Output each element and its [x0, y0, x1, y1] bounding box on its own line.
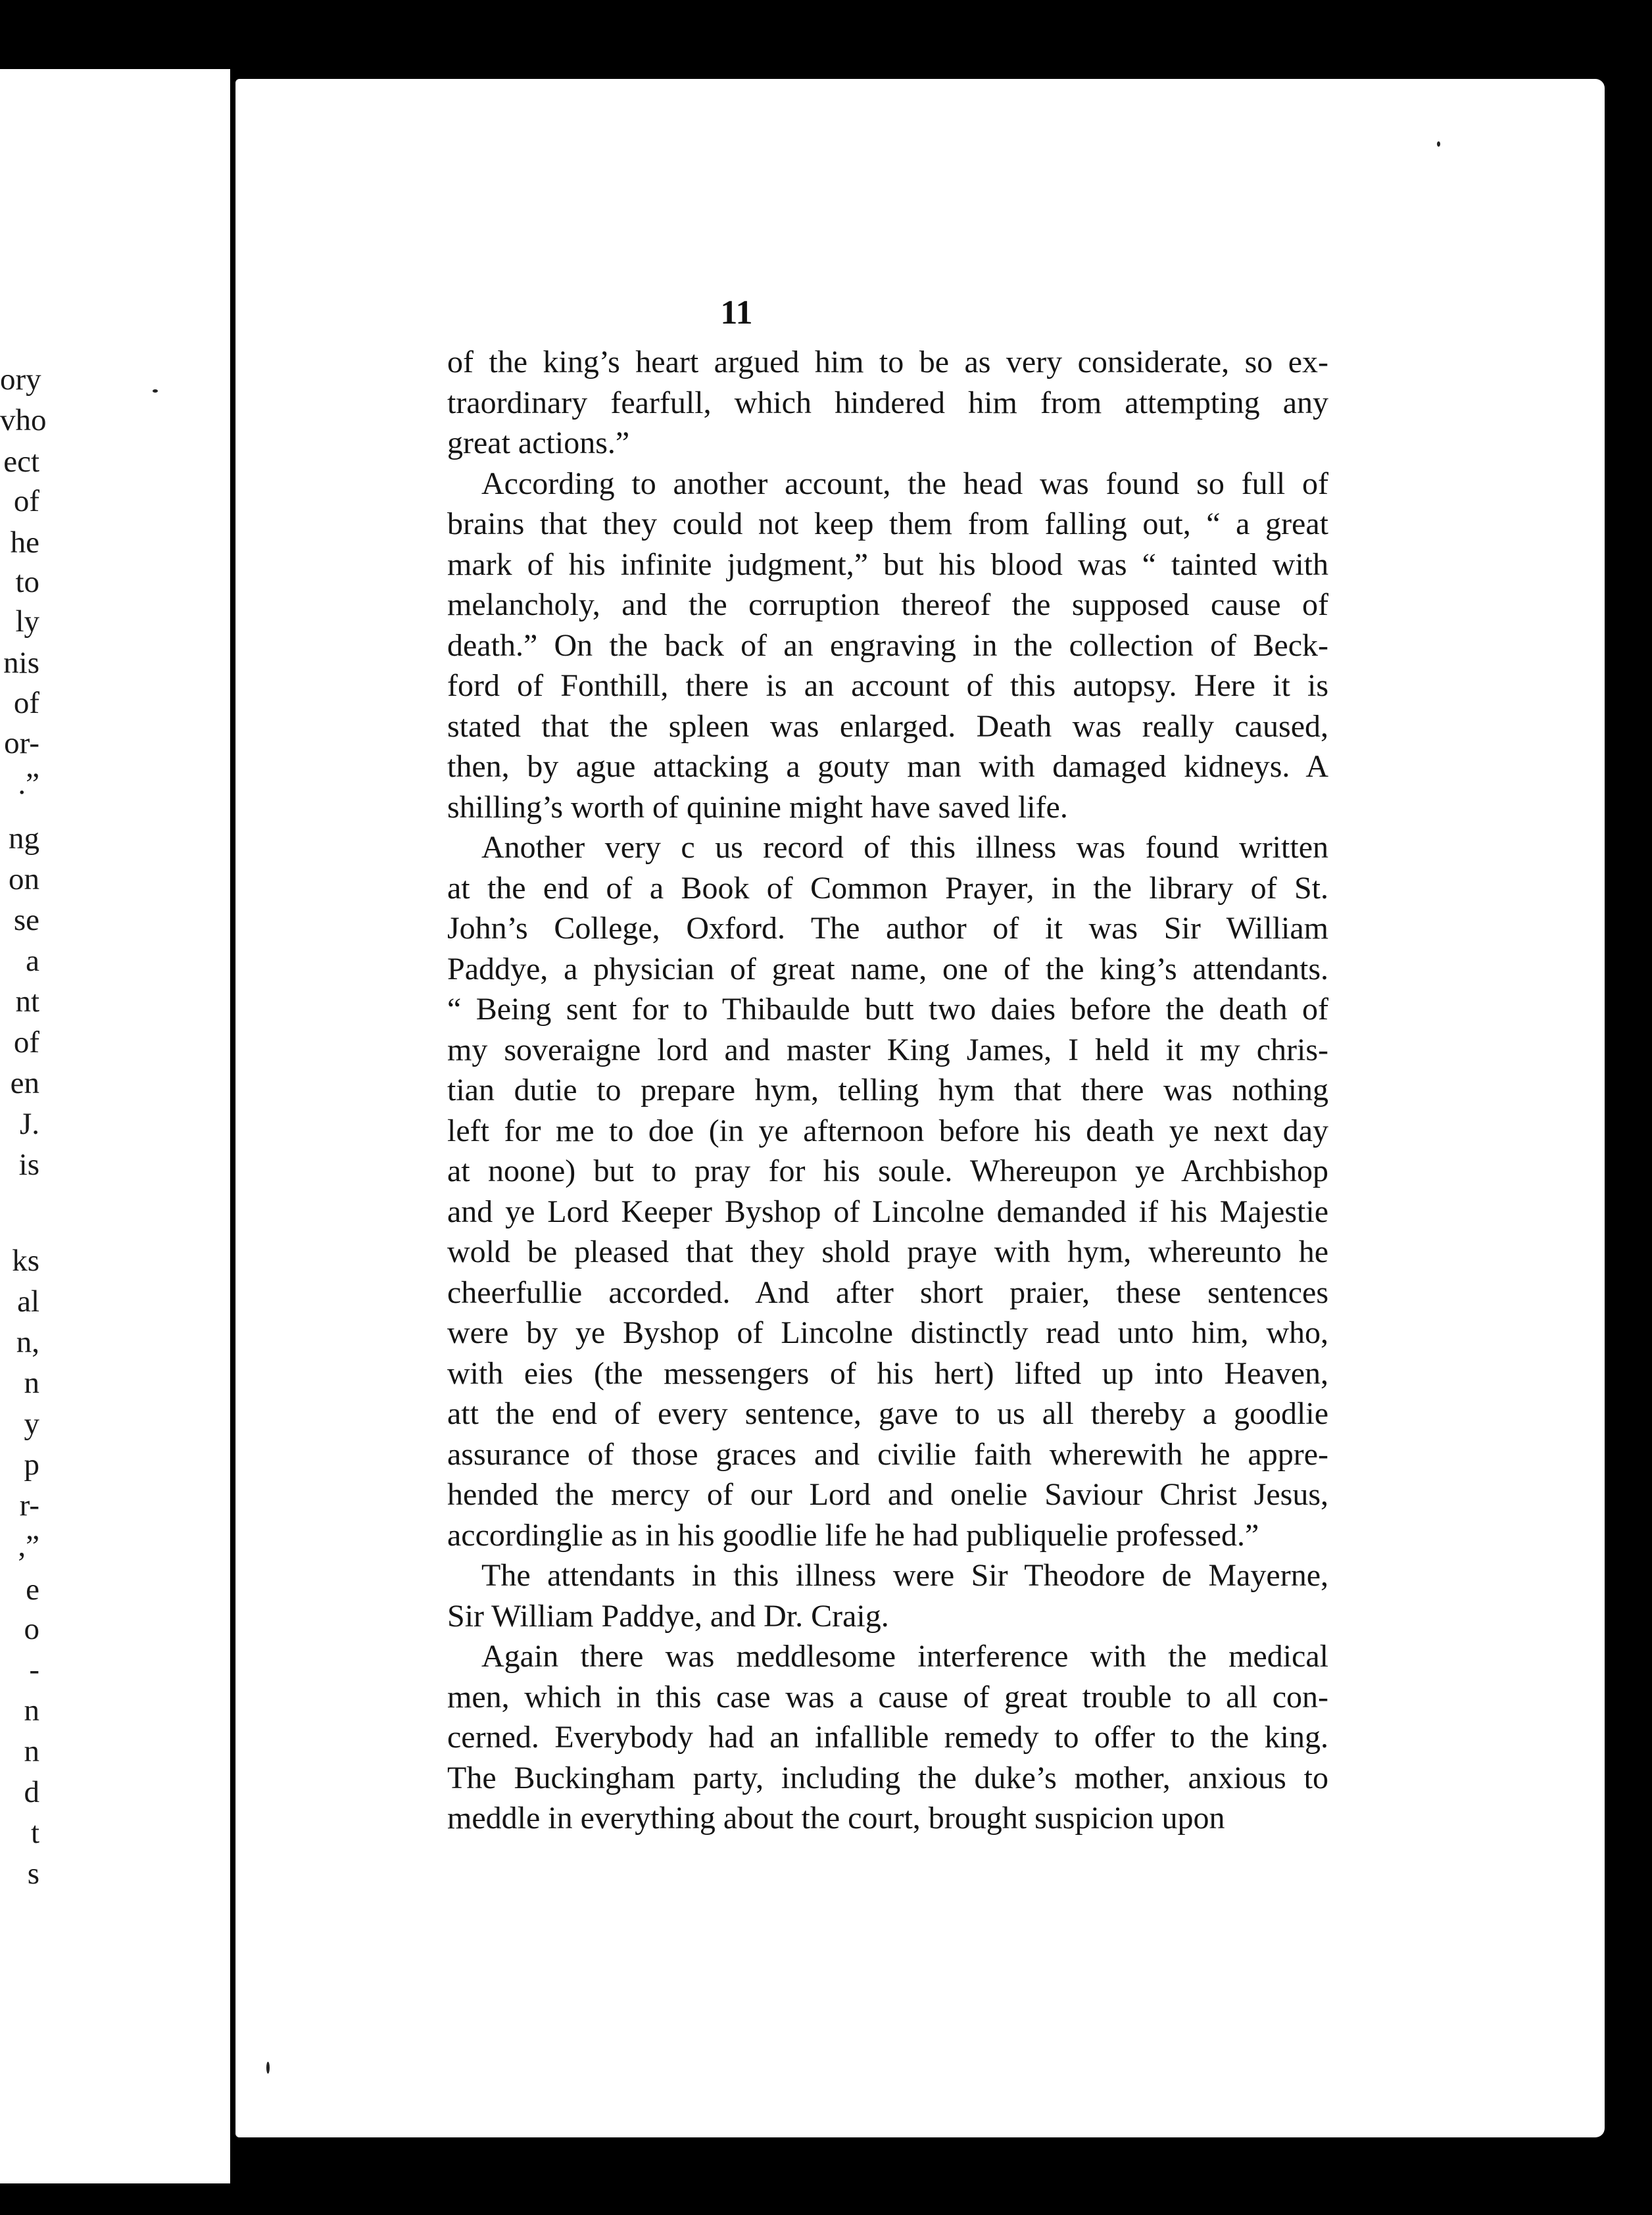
scan-speck	[153, 389, 158, 393]
text-line: “ Being sent for to Thibaulde butt two daies before the death of	[447, 992, 1328, 1027]
left-page-fragment: d	[24, 1775, 39, 1809]
left-page-fragment: o	[24, 1612, 39, 1646]
left-page-fragment: or-	[4, 726, 39, 760]
left-page-fragment: to	[15, 565, 39, 599]
left-page-fragment: a	[26, 944, 39, 978]
right-page	[235, 79, 1605, 2137]
page-number: 11	[720, 294, 753, 331]
left-page-fragment: vho	[0, 403, 47, 437]
left-page-fragment: of	[13, 1025, 39, 1059]
left-page-fragment: ks	[12, 1244, 39, 1278]
text-line: and ye Lord Keeper Byshop of Lincolne demanded if his Majestie	[447, 1194, 1328, 1229]
left-facing-page	[0, 69, 230, 2183]
left-page-fragment: ly	[15, 604, 39, 639]
left-page-fragment: e	[26, 1572, 39, 1607]
left-page-fragment: -	[29, 1653, 39, 1687]
text-line: mark of his infinite judgment,” but his blood was “ tainted with	[447, 547, 1328, 582]
left-page-fragment: n,	[16, 1325, 39, 1359]
text-line: Paddye, a physician of great name, one of the king’s attendants.	[447, 951, 1328, 986]
left-page-fragment: ory	[0, 362, 41, 397]
text-line: ford of Fonthill, there is an account of this autopsy. Here it is	[447, 668, 1328, 703]
left-page-fragment: J.	[19, 1107, 39, 1141]
body-text	[447, 342, 1328, 1839]
text-line: with eies (the messengers of his hert) lifted up into Heaven,	[447, 1355, 1328, 1391]
text-line: shilling’s worth of quinine might have saved life.	[447, 789, 1068, 825]
left-page-fragment: of	[13, 484, 39, 518]
text-line: hended the mercy of our Lord and onelie Saviour Christ Jesus,	[447, 1477, 1328, 1512]
text-line: Another very c us record of this illness was found written	[481, 830, 1328, 865]
text-line: tian dutie to prepare hym, telling hym that there was nothing	[447, 1073, 1328, 1108]
left-page-fragment: nis	[3, 646, 39, 680]
text-line: left for me to doe (in ye afternoon before his death ye next day	[447, 1113, 1328, 1148]
text-line: Again there was meddlesome interference with the medical	[481, 1639, 1328, 1674]
left-page-fragment: n	[24, 1693, 39, 1728]
left-page-fragment: he	[10, 525, 39, 560]
text-line: The attendants in this illness were Sir Theodore de Mayerne,	[481, 1558, 1328, 1593]
text-line: Sir William Paddye, and Dr. Craig.	[447, 1598, 889, 1634]
text-line: melancholy, and the corruption thereof the supposed cause of	[447, 587, 1328, 622]
left-page-fragment: p	[24, 1448, 39, 1482]
text-line: then, by ague attacking a gouty man with damaged kidneys. A	[447, 749, 1328, 784]
text-line: meddle in everything about the court, brought suspicion upon	[447, 1801, 1225, 1836]
left-page-fragment: al	[17, 1284, 39, 1319]
left-page-fragment: n	[24, 1366, 39, 1400]
left-page-fragment: se	[13, 903, 39, 937]
scan-speck	[266, 2062, 270, 2074]
left-page-fragment: ,”	[18, 1529, 39, 1563]
text-line: of the king’s heart argued him to be as very considerate, so ex-	[447, 345, 1328, 379]
paragraph	[447, 464, 1328, 828]
left-page-fragment: s	[27, 1857, 39, 1891]
left-page-fragment: .”	[18, 767, 39, 801]
left-page-fragment: of	[13, 686, 39, 720]
text-line: brains that they could not keep them from falling out, “ a great	[447, 506, 1328, 541]
text-line: cerned. Everybody had an infallible remedy to offer to the king.	[447, 1720, 1328, 1755]
text-line: assurance of those graces and civilie faith wherewith he appre-	[447, 1436, 1328, 1472]
text-line: my soveraigne lord and master King James, I held it my chris-	[447, 1032, 1328, 1067]
text-line: men, which in this case was a cause of great trouble to all con-	[447, 1679, 1328, 1715]
text-line: wold be pleased that they shold praye with hym, whereunto he	[447, 1234, 1328, 1269]
paragraph	[447, 1636, 1328, 1839]
text-line: great actions.”	[447, 426, 630, 460]
paragraph	[447, 342, 1328, 464]
text-line: traordinary fearfull, which hindered him from attempting any	[447, 385, 1328, 420]
left-page-fragment: nt	[15, 985, 39, 1019]
left-page-fragment: is	[18, 1148, 39, 1182]
text-line: accordinglie as in his goodlie life he had publiquelie professed.”	[447, 1517, 1259, 1553]
left-page-fragment: y	[24, 1407, 39, 1441]
left-page-fragment: ng	[9, 821, 39, 856]
text-line: were by ye Byshop of Lincolne distinctly read unto him, who,	[447, 1315, 1328, 1350]
left-page-fragment: n	[24, 1734, 39, 1768]
text-line: According to another account, the head was found so full of	[481, 466, 1328, 501]
text-line: John’s College, Oxford. The author of it was Sir William	[447, 911, 1328, 946]
left-page-fragment: en	[10, 1066, 39, 1100]
text-line: at noone) but to pray for his soule. Whereupon ye Archbishop	[447, 1154, 1328, 1188]
text-line: at the end of a Book of Common Prayer, in the library of St.	[447, 870, 1328, 906]
text-line: cheerfullie accorded. And after short praier, these sentences	[447, 1275, 1328, 1310]
text-line: stated that the spleen was enlarged. Death was really caused,	[447, 708, 1328, 744]
scan-speck	[1437, 141, 1440, 147]
text-line: The Buckingham party, including the duke’s mother, anxious to	[447, 1760, 1328, 1795]
text-line: death.” On the back of an engraving in the collection of Beck-	[447, 627, 1328, 663]
left-page-fragment: r-	[19, 1488, 39, 1522]
left-page-fragment: on	[9, 862, 39, 896]
paragraph	[447, 827, 1328, 1555]
text-line: att the end of every sentence, gave to us all thereby a goodlie	[447, 1396, 1328, 1431]
left-page-fragment: t	[30, 1816, 39, 1850]
paragraph	[447, 1555, 1328, 1636]
left-page-fragment: ect	[3, 445, 39, 479]
